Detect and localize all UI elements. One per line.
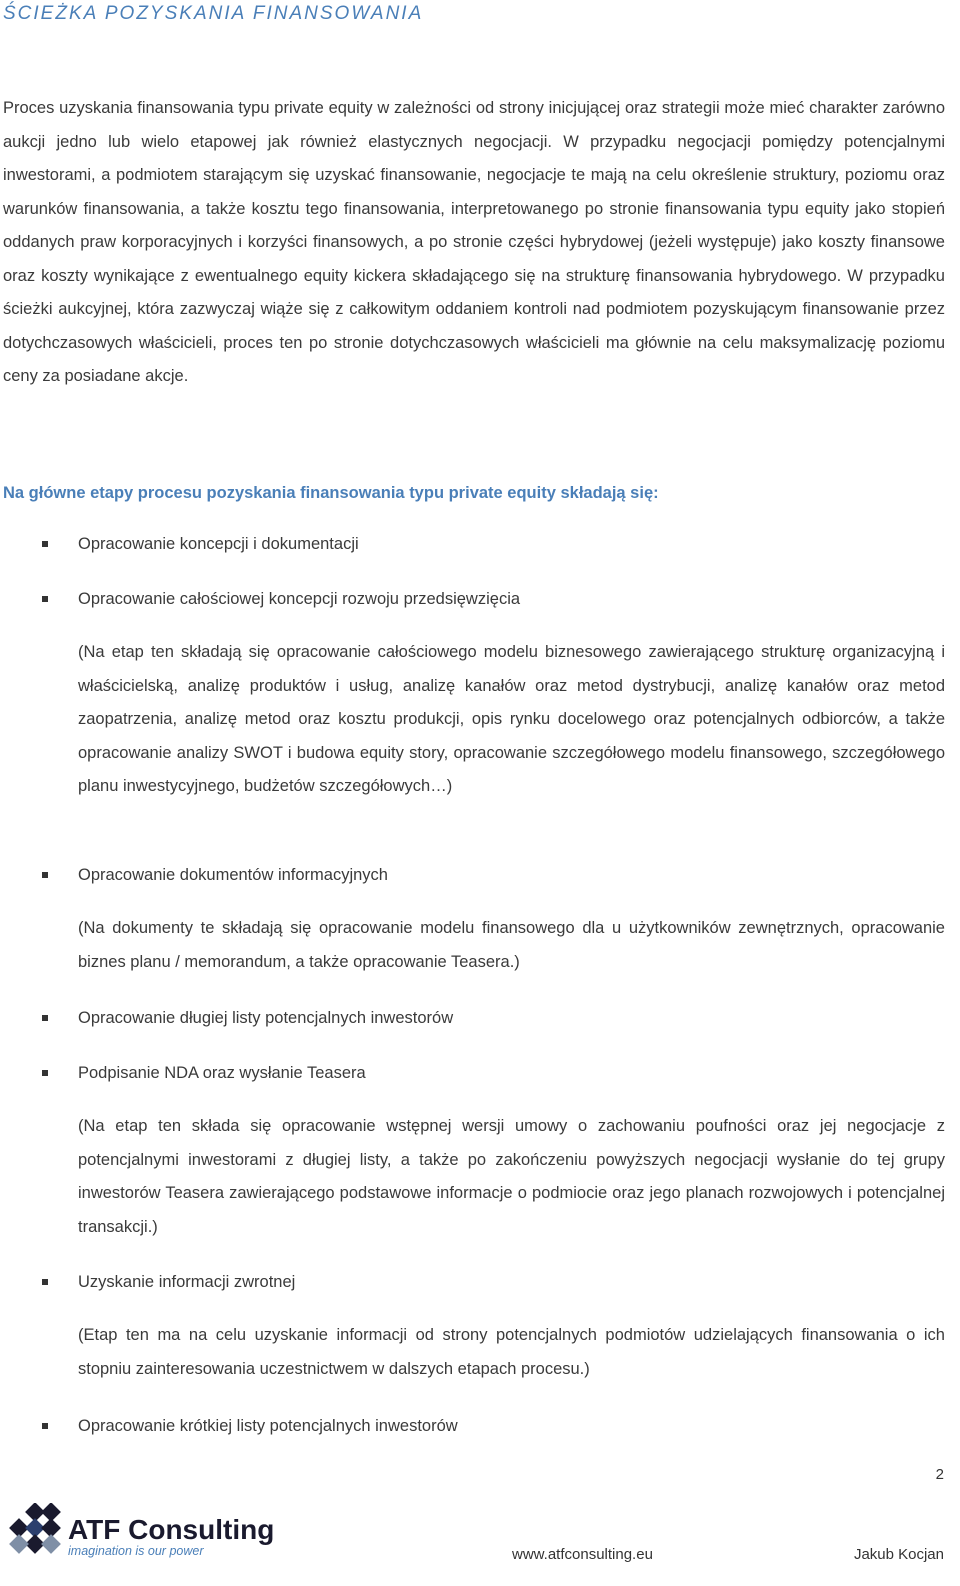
square-bullet-icon [42, 596, 48, 602]
footer-website-link[interactable]: www.atfconsulting.eu [512, 1546, 653, 1563]
square-bullet-icon [42, 872, 48, 878]
square-bullet-icon [42, 1070, 48, 1076]
footer-author: Jakub Kocjan [853, 1546, 944, 1563]
stage-note: (Na dokumenty te składają się opracowanie modelu finansowego dla u użytkowników zewnętrznych, opracowanie biznes planu / memorandum, a także opracowanie Teasera.) [78, 919, 945, 971]
stage-label: Opracowanie koncepcji i dokumentacji [78, 535, 359, 553]
stage-label: Uzyskanie informacji zwrotnej [78, 1273, 296, 1291]
stages-heading: Na główne etapy procesu pozyskania finansowania typu private equity składają się: [3, 484, 659, 502]
stage-label: Opracowanie całościowej koncepcji rozwoju przedsięwzięcia [78, 590, 521, 608]
square-bullet-icon [42, 1423, 48, 1429]
page-title: ŚCIEŻKA POZYSKANIA FINANSOWANIA [3, 3, 424, 24]
page-number: 2 [935, 1466, 944, 1483]
stage-label: Opracowanie krótkiej listy potencjalnych inwestorów [78, 1417, 458, 1435]
intro-paragraph: Proces uzyskania finansowania typu private equity w zależności od strony inicjującej oraz strategii może mieć charakter zarówno aukcji jedno lub wielo etapowej jak również elastycznych negocjacji. W przypadku negocjacji pomiędzy potencjalnymi inwestorami, a podmiotem starającym się uzyskać finansowanie, negocjacje te mają na celu określenie struktury, poziomu oraz warunków finansowania, a także kosztu tego finansowania, interpretowanego po stronie finansowania typu equity jako stopień oddanych praw korporacyjnych i korzyści finansowych, a po stronie części hybrydowej (jeżeli występuje) jako koszty finansowe oraz koszty wynikające z ewentualnego equity kickera składającego się na strukturę finansowania hybrydowego. W przypadku ścieżki aukcyjnej, która zazwyczaj wiąże się z całkowitym oddaniem kontroli nad podmiotem pozyskującym finansowanie przez dotychczasowych właścicieli, proces ten po stronie dotychczasowych właścicieli ma głównie na celu maksymalizację poziomu ceny za posiadane akcje. [3, 99, 945, 385]
stage-note: (Etap ten ma na celu uzyskanie informacji od strony potencjalnych podmiotów udzielających finansowania o ich stopniu zainteresowania uczestnictwem w dalszych etapach procesu.) [78, 1326, 945, 1378]
company-logo [6, 1503, 306, 1573]
square-bullet-icon [42, 1015, 48, 1021]
logo-tagline: imagination is our power [68, 1544, 204, 1558]
logo-mark-icon [9, 1503, 61, 1554]
stage-label: Opracowanie dokumentów informacyjnych [78, 866, 388, 884]
stage-label: Podpisanie NDA oraz wysłanie Teasera [78, 1064, 366, 1082]
stage-note: (Na etap ten składa się opracowanie wstępnej wersji umowy o zachowaniu poufności oraz jej negocjacje z potencjalnymi inwestorami z długiej listy, a także po zakończeniu powyższych negocjacji wysłanie do tej grupy inwestorów Teasera zawierającego podstawowe informacje o podmiocie oraz jego planach rozwojowych i potencjalnej transakcji.) [78, 1117, 945, 1236]
logo-name: ATF Consulting [68, 1514, 275, 1545]
stage-label: Opracowanie długiej listy potencjalnych inwestorów [78, 1009, 454, 1027]
stage-note: (Na etap ten składają się opracowanie całościowego modelu biznesowego zawierającego strukturę organizacyjną i właścicielską, analizę produktów i usług, analizę kanałów oraz metod dystrybucji, analizę kanałów oraz metod zaopatrzenia, analizę metod oraz kosztu produkcji, opis rynku docelowego oraz potencjalnych odbiorców, a także opracowanie analizy SWOT i budowa equity story, opracowanie szczegółowego modelu finansowego, szczegółowego planu inwestycyjnego, budżetów szczegółowych…) [78, 643, 945, 795]
square-bullet-icon [42, 1279, 48, 1285]
square-bullet-icon [42, 541, 48, 547]
